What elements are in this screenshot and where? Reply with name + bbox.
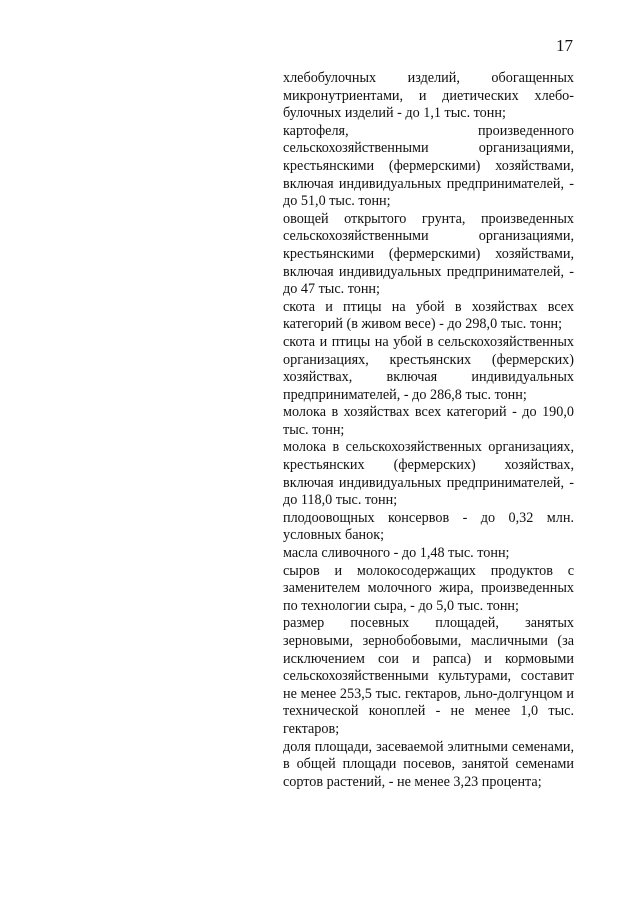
paragraph-livestock-organizations: скота и птицы на убой в сельскохозяйственных организациях, крестьянских (фермерских) хозяйствах, включая индивидуальных предпринимателей, - до 286,8 тыс. тонн;	[283, 333, 574, 403]
paragraph-milk-all-farms: молока в хозяйствах всех категорий - до 190,0 тыс. тонн;	[283, 404, 574, 438]
page-number: 17	[556, 36, 573, 55]
body-text	[283, 70, 574, 791]
paragraph-open-ground-vegetables: овощей открытого грунта, произведенных сельскохозяйственными организациями, крестьянскими (фермерскими) хозяйствами, включая индивидуальных предпринимателей, - до 47 тыс. тонн;	[283, 210, 574, 298]
paragraph-cheese-products: сыров и молокосодержащих продуктов с заменителем молочного жира, произведенных по технологии сыра, - до 5,0 тыс. тонн;	[283, 562, 574, 614]
paragraph-livestock-all-farms: скота и птицы на убой в хозяйствах всех категорий (в живом весе) - до 298,0 тыс. тонн;	[283, 298, 574, 333]
paragraph-bakery-products: хлебобулочных изделий, обогащенных микронутриентами, и диетических хлебо-булочных изделий - до 1,1 тыс. тонн;	[283, 70, 574, 122]
paragraph-elite-seeds-share: доля площади, засеваемой элитными семенами, в общей площади посевов, занятой семенами сортов растений, - не менее 3,23 процента;	[283, 738, 574, 790]
paragraph-potatoes: картофеля, произведенного сельскохозяйственными организациями, крестьянскими (фермерскими) хозяйствами, включая индивидуальных предпринимателей, - до 51,0 тыс. тонн;	[283, 122, 574, 210]
paragraph-canned-vegetables: плодоовощных консервов - до 0,32 млн. условных банок;	[283, 509, 574, 544]
paragraph-milk-organizations: молока в сельскохозяйственных организациях, крестьянских (фермерских) хозяйствах, включая индивидуальных предпринимателей, - до 118,0 тыс. тонн;	[283, 439, 574, 509]
paragraph-butter: масла сливочного - до 1,48 тыс. тонн;	[283, 545, 510, 562]
paragraph-sown-area: размер посевных площадей, занятых зерновыми, зернобобовыми, масличными (за исключением сои и рапса) и кормовыми сельскохозяйственными культурами, составит не менее 253,5 тыс. гектаров, льно-долгунцом и технической коноплей - не менее 1,0 тыс. гектаров;	[283, 615, 574, 737]
